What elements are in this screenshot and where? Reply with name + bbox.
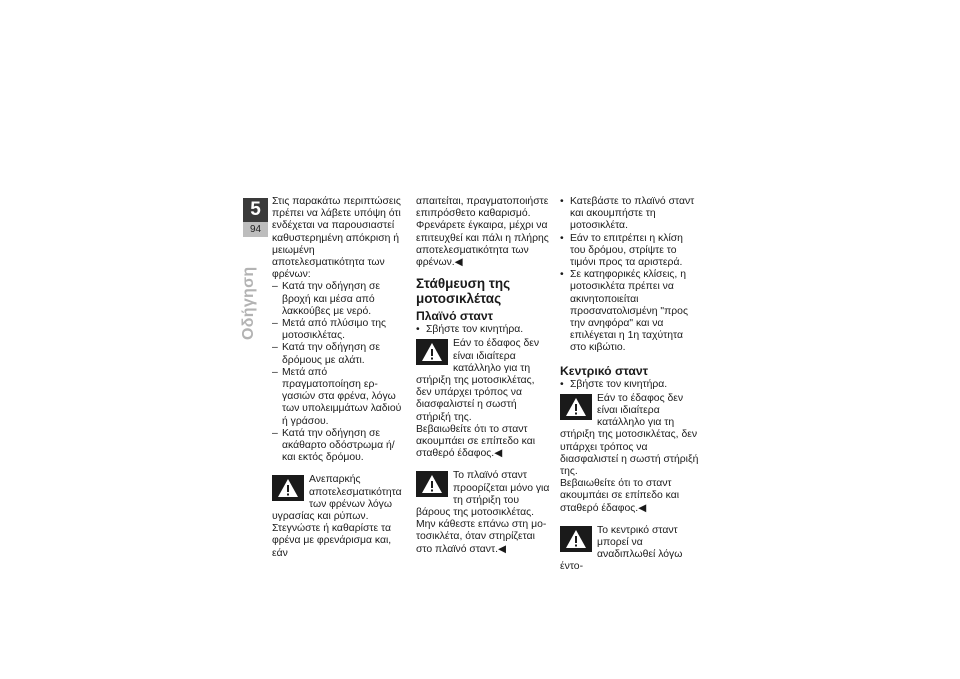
chapter-title: Οδήγηση	[240, 266, 257, 340]
parking-steps-list	[560, 196, 700, 355]
brake-cases-list	[272, 281, 404, 464]
list-item: • Σβήστε τον κινητήρα.	[560, 379, 700, 391]
column-1	[272, 196, 404, 560]
list-item: – Κατά την οδήγηση σε ακάθαρτο οδόστρωμα ή/και εκτός δρόμου.	[272, 428, 404, 465]
subsection-heading: Κεντρικό σταντ	[560, 363, 649, 378]
steps-list	[560, 379, 700, 391]
list-item: – Μετά από πλύσιμο της μοτοσικλέτας.	[272, 318, 404, 342]
warning-triangle-icon	[416, 471, 448, 497]
warning-text-lead: Το κεντρικό σταντ μπορεί να αναδιπλωθεί λόγω έντο-	[560, 524, 683, 573]
warning-text-lead: Ανεπαρκής αποτελεσματικότητα των φρένων λόγω	[309, 474, 402, 510]
warning-block	[560, 393, 700, 515]
warning-text: υγρασίας και ρύπων. Στεγνώστε ή καθαρίστε τα φρένα με φρενάρισμα και, εάν	[272, 511, 392, 559]
section-heading: Στάθμευση της μοτοσικλέτας	[416, 276, 511, 307]
warning-triangle-icon	[416, 339, 448, 365]
list-item: • Κατεβάστε το πλαϊνό σταντ και ακουμπήστε τη μοτοσικλέτα.	[560, 196, 700, 233]
warning-text: βάρους της μοτοσικλέτας. Μην κάθεστε επάνω στη μοτοσικλέτα, όταν στηρίζεται στο πλαϊνό σταντ.◀	[416, 507, 547, 555]
warning-text: στήριξη της μοτοσικλέτας, δεν υπάρχει τρόπος να διασφαλιστεί η σωστή στήριξή της. Βεβαιωθείτε ότι το σταντ ακουμπάει σε επίπεδο και σταθερό έδαφος.◀	[560, 429, 699, 514]
warning-block	[416, 470, 550, 555]
list-item: – Μετά από πραγματοποίηση εργασιών στα φρένα, λόγω των υπολειμμάτων λαδιού ή γράσου.	[272, 367, 404, 428]
warning-triangle-icon	[560, 394, 592, 420]
warning-block	[416, 338, 550, 460]
warning-text-lead: Εάν το έδαφος δεν είναι ιδιαίτερα κατάλληλο για τη	[597, 392, 684, 429]
list-item: • Εάν το επιτρέπει η κλίση του δρόμου, στρίψτε το τιμόνι προς τα αριστερά.	[560, 233, 700, 270]
list-item: • Σε κατηφορικές κλίσεις, η μοτοσικλέτα πρέπει να ακινητοποιείται προσανατολισμένη "προς την ανηφόρα" και να επιλέγεται η 1η ταχύτητα στο κιβώτιο.	[560, 269, 700, 354]
steps-list	[416, 324, 550, 336]
warning-triangle-icon	[560, 526, 592, 552]
page-number: 94	[243, 222, 268, 237]
warning-text: στήριξη της μοτοσικλέτας, δεν υπάρχει τρόπος να διασφαλιστεί η σωστή στήριξή της. Βεβαιωθείτε ότι το σταντ ακουμπάει σε επίπεδο και σταθερό έδαφος.◀	[416, 375, 536, 460]
column-2	[416, 196, 550, 556]
column-3	[560, 196, 700, 574]
list-item: – Κατά την οδήγηση σε δρόμους με αλάτι.	[272, 342, 404, 366]
subsection-heading: Πλαϊνό σταντ	[416, 309, 494, 324]
continued-paragraph: απαιτείται, πραγματοποιήστε επιπρόσθετο καθαρισμό. Φρενάρετε έγκαιρα, μέχρι να επιτευχθεί και πάλι η πλήρης αποτελεσματικότητα των φρένων.◀	[416, 196, 549, 269]
warning-text-lead: Εάν το έδαφος δεν είναι ιδιαίτερα κατάλληλο για τη	[453, 338, 540, 374]
warning-block	[272, 474, 404, 559]
intro-paragraph: Στις παρακάτω περιπτώσεις πρέπει να λάβετε υπόψη ότι ενδέχεται να παρουσιαστεί καθυστερημένη απόκριση ή μειωμένη αποτελεσματικότητα των φρένων:	[272, 196, 401, 281]
warning-block	[560, 525, 700, 574]
list-item: – Κατά την οδήγηση σε βροχή και μέσα από λακκούβες με νερό.	[272, 281, 404, 318]
warning-triangle-icon	[272, 475, 304, 501]
chapter-number: 5	[243, 198, 268, 222]
list-item: • Σβήστε τον κινητήρα.	[416, 324, 550, 336]
warning-text-lead: Το πλαϊνό σταντ προορίζεται μόνο για τη στήριξη του	[453, 470, 550, 506]
